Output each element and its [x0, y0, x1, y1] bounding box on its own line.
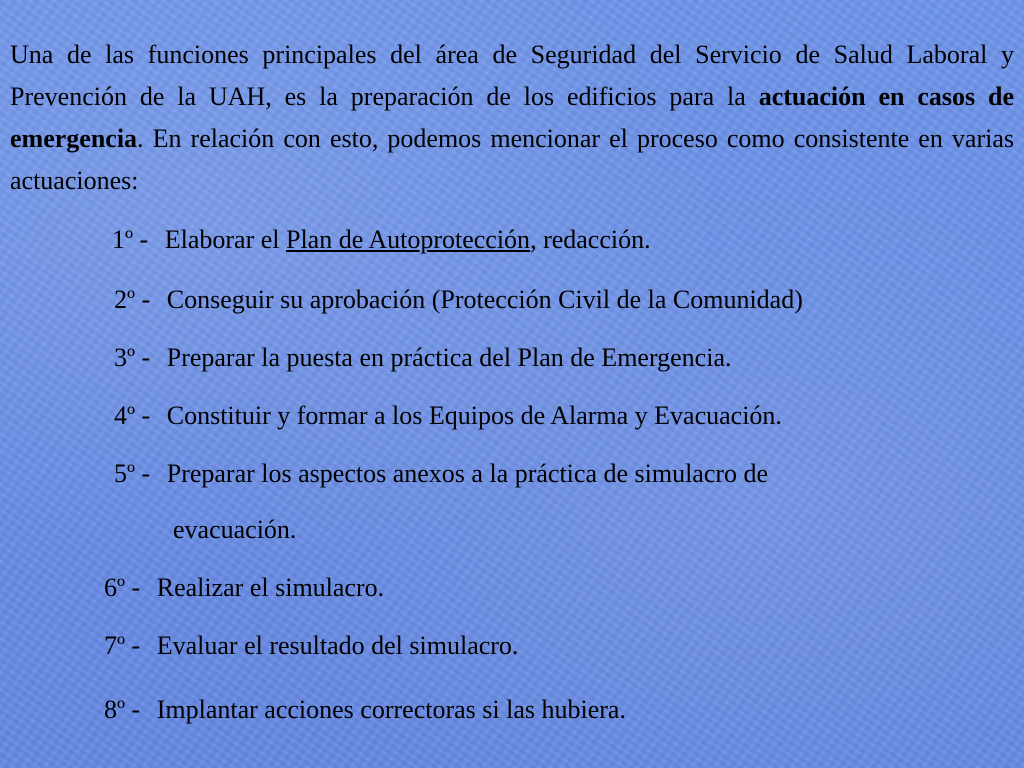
step-6-number: 6º - [104, 573, 141, 602]
step-8-text: Implantar acciones correctoras si las hubiera. [156, 695, 626, 724]
step-5-continuation: evacuación. [173, 515, 297, 544]
plan-autoproteccion-link[interactable]: Plan de Autoprotección [286, 225, 531, 254]
step-1-text-start: Elaborar el [164, 225, 286, 254]
step-4-number: 4º - [114, 401, 151, 430]
step-2-text: Conseguir su aprobación (Protección Civil de la Comunidad) [166, 285, 803, 314]
step-1-number: 1º - [112, 225, 149, 254]
step-4-text: Constituir y formar a los Equipos de Alarma y Evacuación. [166, 401, 782, 430]
intro-text-start: Una de las funciones principales del área de Seguridad del Servicio de Salud Laboral y Prevención de la UAH, es la preparación de los edificios para la [10, 40, 1014, 111]
step-3-number: 3º - [114, 343, 151, 372]
step-1 [112, 224, 651, 256]
step-4 [114, 400, 782, 432]
step-3-text: Preparar la puesta en práctica del Plan de Emergencia. [166, 343, 732, 372]
step-1-text-end: , redacción. [530, 225, 651, 254]
intro-text-end: . En relación con esto, podemos mencionar el proceso como consistente en varias actuaciones: [10, 124, 1014, 195]
step-6-text: Realizar el simulacro. [156, 573, 385, 602]
step-2-number: 2º - [114, 285, 151, 314]
step-3 [114, 342, 732, 374]
step-6 [104, 572, 384, 604]
step-8-number: 8º - [104, 695, 141, 724]
step-8 [104, 694, 626, 726]
step-5 [114, 458, 768, 490]
step-5-number: 5º - [114, 459, 151, 488]
step-7 [104, 630, 518, 662]
step-2 [114, 284, 803, 316]
step-7-number: 7º - [104, 631, 141, 660]
step-7-text: Evaluar el resultado del simulacro. [156, 631, 519, 660]
intro-paragraph [10, 34, 1014, 202]
intro-emphasis: actuación en casos de emergencia [10, 82, 1014, 153]
step-5-text: Preparar los aspectos anexos a la práctica de simulacro de [166, 459, 769, 488]
